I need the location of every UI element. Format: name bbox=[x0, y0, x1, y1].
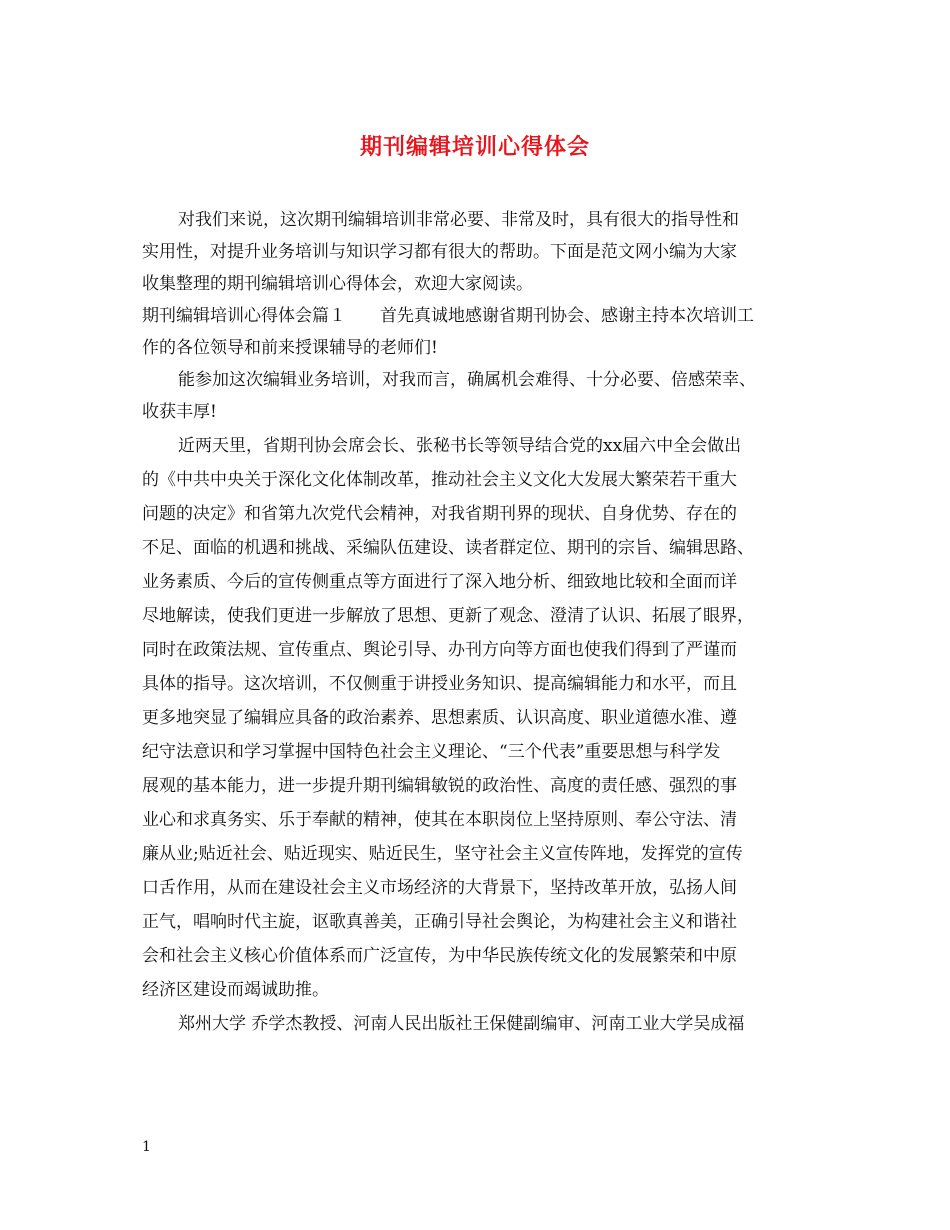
paragraph-line: 会和社会主义核心价值体系而广泛宣传，为中华民族传统文化的发展繁荣和中原 bbox=[142, 946, 737, 966]
paragraph-line: 收集整理的期刊编辑培训心得体会，欢迎大家阅读。 bbox=[142, 274, 533, 294]
paragraph-line: 能参加这次编辑业务培训，对我而言，确属机会难得、十分必要、倍感荣幸、 bbox=[178, 370, 756, 390]
paragraph-line: 展观的基本能力，进一步提升期刊编辑敏锐的政治性、高度的责任感、强烈的事 bbox=[142, 776, 737, 796]
paragraph-line: 纪守法意识和学习掌握中国特色社会主义理论、“三个代表”重要思想与科学发 bbox=[142, 742, 721, 762]
page-number: 1 bbox=[142, 1139, 151, 1155]
paragraph-line: 期刊编辑培训心得体会篇１ 首先真诚地感谢省期刊协会、感谢主持本次培训工 bbox=[142, 306, 754, 326]
paragraph-line: 实用性，对提升业务培训与知识学习都有很大的帮助。下面是范文网小编为大家 bbox=[142, 242, 737, 262]
paragraph-line: 口舌作用，从而在建设社会主义市场经济的大背景下，坚持改革开放，弘扬人间 bbox=[142, 878, 737, 898]
paragraph-line: 尽地解读，使我们更进一步解放了思想、更新了观念、澄清了认识、拓展了眼界， bbox=[142, 606, 754, 626]
paragraph-line: 经济区建设而竭诚助推。 bbox=[142, 980, 329, 1000]
paragraph-line: 问题的决定》和省第九次党代会精神，对我省期刊界的现状、自身优势、存在的 bbox=[142, 504, 737, 524]
paragraph-line: 不足、面临的机遇和挑战、采编队伍建设、读者群定位、期刊的宗旨、编辑思路、 bbox=[142, 538, 754, 558]
paragraph-line: 业务素质、今后的宣传侧重点等方面进行了深入地分析、细致地比较和全面而详 bbox=[142, 572, 737, 592]
document-title: 期刊编辑培训心得体会 bbox=[359, 134, 590, 160]
paragraph-line: 业心和求真务实、乐于奉献的精神，使其在本职岗位上坚持原则、奉公守法、清 bbox=[142, 810, 737, 830]
paragraph-line: 廉从业;贴近社会、贴近现实、贴近民生，坚守社会主义宣传阵地，发挥党的宣传 bbox=[142, 844, 743, 864]
paragraph-line: 对我们来说，这次期刊编辑培训非常必要、非常及时，具有很大的指导性和 bbox=[178, 210, 739, 230]
paragraph-line: 郑州大学 乔学杰教授、河南人民出版社王保健副编审、河南工业大学吴成福 bbox=[178, 1014, 745, 1034]
paragraph-line: 更多地突显了编辑应具备的政治素养、思想素质、认识高度、职业道德水准、遵 bbox=[142, 708, 737, 728]
paragraph-line: 同时在政策法规、宣传重点、舆论引导、办刊方向等方面也使我们得到了严谨而 bbox=[142, 640, 737, 660]
paragraph-line: 近两天里，省期刊协会席会长、张秘书长等领导结合党的xx届六中全会做出 bbox=[178, 436, 742, 456]
paragraph-line: 的《中共中央关于深化文化体制改革，推动社会主义文化大发展大繁荣若干重大 bbox=[142, 470, 737, 490]
paragraph-line: 收获丰厚! bbox=[142, 402, 217, 422]
paragraph-line: 正气，唱响时代主旋，讴歌真善美，正确引导社会舆论，为构建社会主义和谐社 bbox=[142, 912, 737, 932]
paragraph-line: 具体的指导。这次培训，不仅侧重于讲授业务知识、提高编辑能力和水平，而且 bbox=[142, 674, 737, 694]
paragraph-line: 作的各位领导和前来授课辅导的老师们! bbox=[142, 338, 438, 358]
